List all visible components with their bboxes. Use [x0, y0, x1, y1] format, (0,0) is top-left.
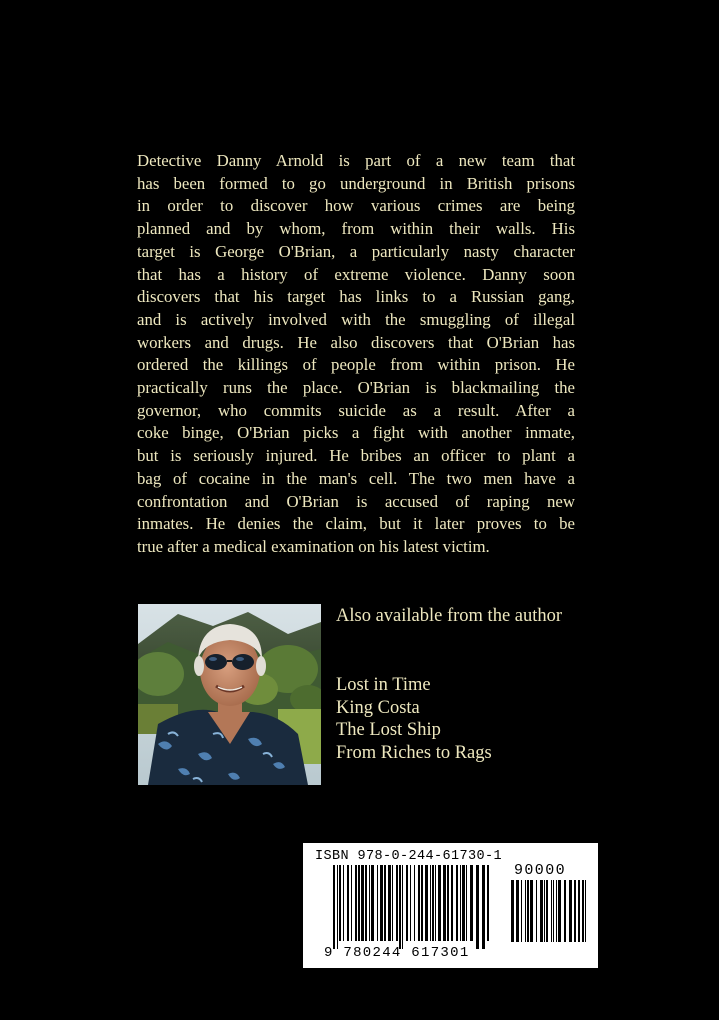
blurb-line: and is actively involved with the smuggling of illegal [137, 309, 575, 329]
blurb-line: inmates. He denies the claim, but it later proves to be [137, 514, 575, 534]
blurb-line: but is seriously injured. He bribes an officer to plant a [137, 446, 575, 466]
isbn-barcode [303, 843, 598, 968]
book-title-item: Lost in Time [336, 675, 431, 695]
blurb-line: that has a history of extreme violence. Danny soon [137, 264, 575, 284]
also-available-heading: Also available from the author [336, 606, 563, 626]
blurb-line: planned and by whom, from within their walls. His [137, 219, 575, 239]
blurb-line: in order to discover how various crimes are being [137, 196, 575, 216]
isbn-label: ISBN 978-0-244-61730-1 [315, 849, 503, 864]
blurb-line: coke binge, O'Brian picks a fight with another inmate, [137, 423, 575, 443]
blurb-line: ordered the killings of people from within prison. He [137, 355, 575, 375]
book-title-item: King Costa [336, 697, 420, 718]
blurb-line: discovers that his target has links to a Russian gang, [137, 287, 575, 307]
blurb-line: workers and drugs. He also discovers that O'Brian has [137, 332, 575, 352]
blurb-line: Detective Danny Arnold is part of a new team that [137, 151, 575, 170]
blurb-line: true after a medical examination on his latest victim. [137, 536, 490, 556]
author-photo [138, 604, 321, 785]
book-blurb [137, 150, 575, 559]
barcode-addon-bars-icon [511, 880, 587, 950]
book-title-item: The Lost Ship [336, 720, 441, 740]
blurb-line: governor, who commits suicide as a result. After a [137, 400, 575, 420]
blurb-line: confrontation and O'Brian is accused of raping new [137, 491, 575, 511]
price-code: 90000 [514, 862, 567, 879]
barcode-bars-icon [333, 865, 491, 949]
blurb-line: bag of cocaine in the man's cell. The two men have a [137, 468, 575, 488]
barcode-digits: 9 780244 617301 [324, 945, 470, 961]
book-list [336, 674, 492, 764]
blurb-line: target is George O'Brian, a particularly nasty character [137, 241, 575, 261]
book-title-item: From Riches to Rags [336, 742, 492, 763]
blurb-line: practically runs the place. O'Brian is blackmailing the [137, 378, 575, 398]
blurb-line: has been formed to go underground in British prisons [137, 173, 575, 193]
